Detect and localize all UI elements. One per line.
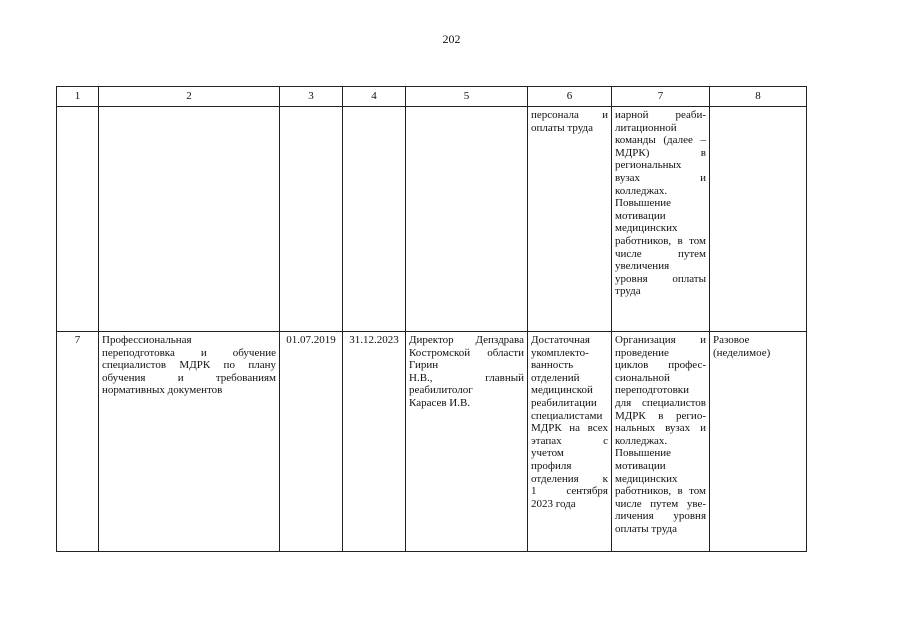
text-line: работников, в том	[615, 485, 706, 498]
cell-responsible	[406, 332, 528, 552]
header-cell: 3	[280, 87, 343, 107]
text-line: нормативных документов	[102, 384, 223, 397]
text-line: медицинских	[615, 472, 678, 485]
text-line: Карасев И.В.	[409, 396, 471, 409]
cell-start-date: 01.07.2019	[280, 332, 343, 552]
row-number: 7	[57, 332, 99, 552]
text-line: МДРК) в	[615, 146, 706, 159]
text-line: этапах с	[531, 434, 608, 447]
text-line: колледжах.	[615, 184, 668, 197]
text-line: переподготовки	[615, 384, 689, 397]
text-line: Организация и	[615, 334, 706, 346]
text-line: числе путем	[615, 247, 706, 260]
header-cell: 5	[406, 87, 528, 107]
text-line: медицинских	[615, 222, 678, 235]
header-cell: 4	[343, 87, 406, 107]
text-line: колледжах.	[615, 434, 668, 447]
header-cell: 2	[99, 87, 280, 107]
text-line: уровня оплаты	[615, 272, 706, 285]
text-line: отделения к	[531, 472, 608, 485]
table-header-row	[57, 87, 807, 107]
text-line: региональных	[615, 159, 682, 172]
empty-cell	[343, 107, 406, 332]
text-line: оплаты труда	[615, 522, 678, 535]
text-line: мотивации	[615, 209, 666, 222]
text-line: обучения и требованиям	[102, 371, 276, 384]
empty-cell	[280, 107, 343, 332]
empty-cell	[406, 107, 528, 332]
text-line: (неделимое)	[713, 346, 771, 359]
text-line: МДРК на всех	[531, 422, 608, 435]
header-cell: 8	[710, 87, 807, 107]
text-line: 2023 года	[531, 497, 576, 510]
text-line: Повышение	[615, 447, 672, 460]
text-line: персонала и	[531, 109, 608, 121]
text-line: учетом	[531, 447, 564, 460]
text-line: МДРК в регио-	[615, 409, 706, 422]
cell-result	[612, 332, 710, 552]
cell-event-name	[99, 332, 280, 552]
cell-result-continued	[612, 107, 710, 332]
text-line: Профессиональная	[102, 334, 192, 346]
text-line: медицинской	[531, 384, 593, 397]
text-line: сиональной	[615, 371, 670, 384]
header-cell: 6	[528, 87, 612, 107]
text-line: литационной	[615, 121, 677, 134]
text-line: реабилитации	[531, 396, 597, 409]
text-line: Достаточная	[531, 334, 590, 346]
text-line: вузах и	[615, 171, 706, 184]
text-line: нальных вузах и	[615, 422, 706, 435]
table-row-continuation	[57, 107, 807, 332]
cell-indicator-continued	[528, 107, 612, 332]
text-line: работников, в том	[615, 234, 706, 247]
text-line: для специалистов	[615, 396, 706, 409]
empty-cell	[710, 107, 807, 332]
text-line: циклов профес-	[615, 359, 706, 372]
text-line: Н.В., главный реабилитолог	[409, 371, 524, 397]
text-line: Директор Депздрава	[409, 334, 524, 346]
text-line: Костромской области Гирин	[409, 346, 524, 372]
text-line: личения уровня	[615, 510, 706, 523]
cell-indicator	[528, 332, 612, 552]
text-line: укомплекто-	[531, 346, 589, 359]
text-line: профиля	[531, 459, 572, 472]
page-number: 202	[442, 32, 461, 46]
cell-end-date: 31.12.2023	[343, 332, 406, 552]
text-line: специалистов МДРК по плану	[102, 359, 276, 372]
header-cell: 7	[612, 87, 710, 107]
text-line: переподготовка и обучение	[102, 346, 276, 359]
text-line: иарной реаби-	[615, 109, 706, 121]
text-line: Повышение	[615, 197, 672, 210]
empty-cell	[99, 107, 280, 332]
plan-table	[56, 86, 807, 552]
text-line: проведение	[615, 346, 669, 359]
text-line: 1 сентября	[531, 485, 608, 498]
text-line: команды (далее –	[615, 134, 706, 147]
table-row-7	[57, 332, 807, 552]
header-cell: 1	[57, 87, 99, 107]
text-line: оплаты труда	[531, 121, 594, 134]
text-line: отделений	[531, 371, 580, 384]
text-line: ванность	[531, 359, 574, 372]
empty-cell	[57, 107, 99, 332]
text-line: специалистами	[531, 409, 603, 422]
text-line: Разовое	[713, 334, 750, 346]
cell-type	[710, 332, 807, 552]
text-line: мотивации	[615, 459, 666, 472]
text-line: труда	[615, 285, 641, 298]
text-line: увеличения	[615, 260, 670, 273]
text-line: числе путем уве-	[615, 497, 706, 510]
